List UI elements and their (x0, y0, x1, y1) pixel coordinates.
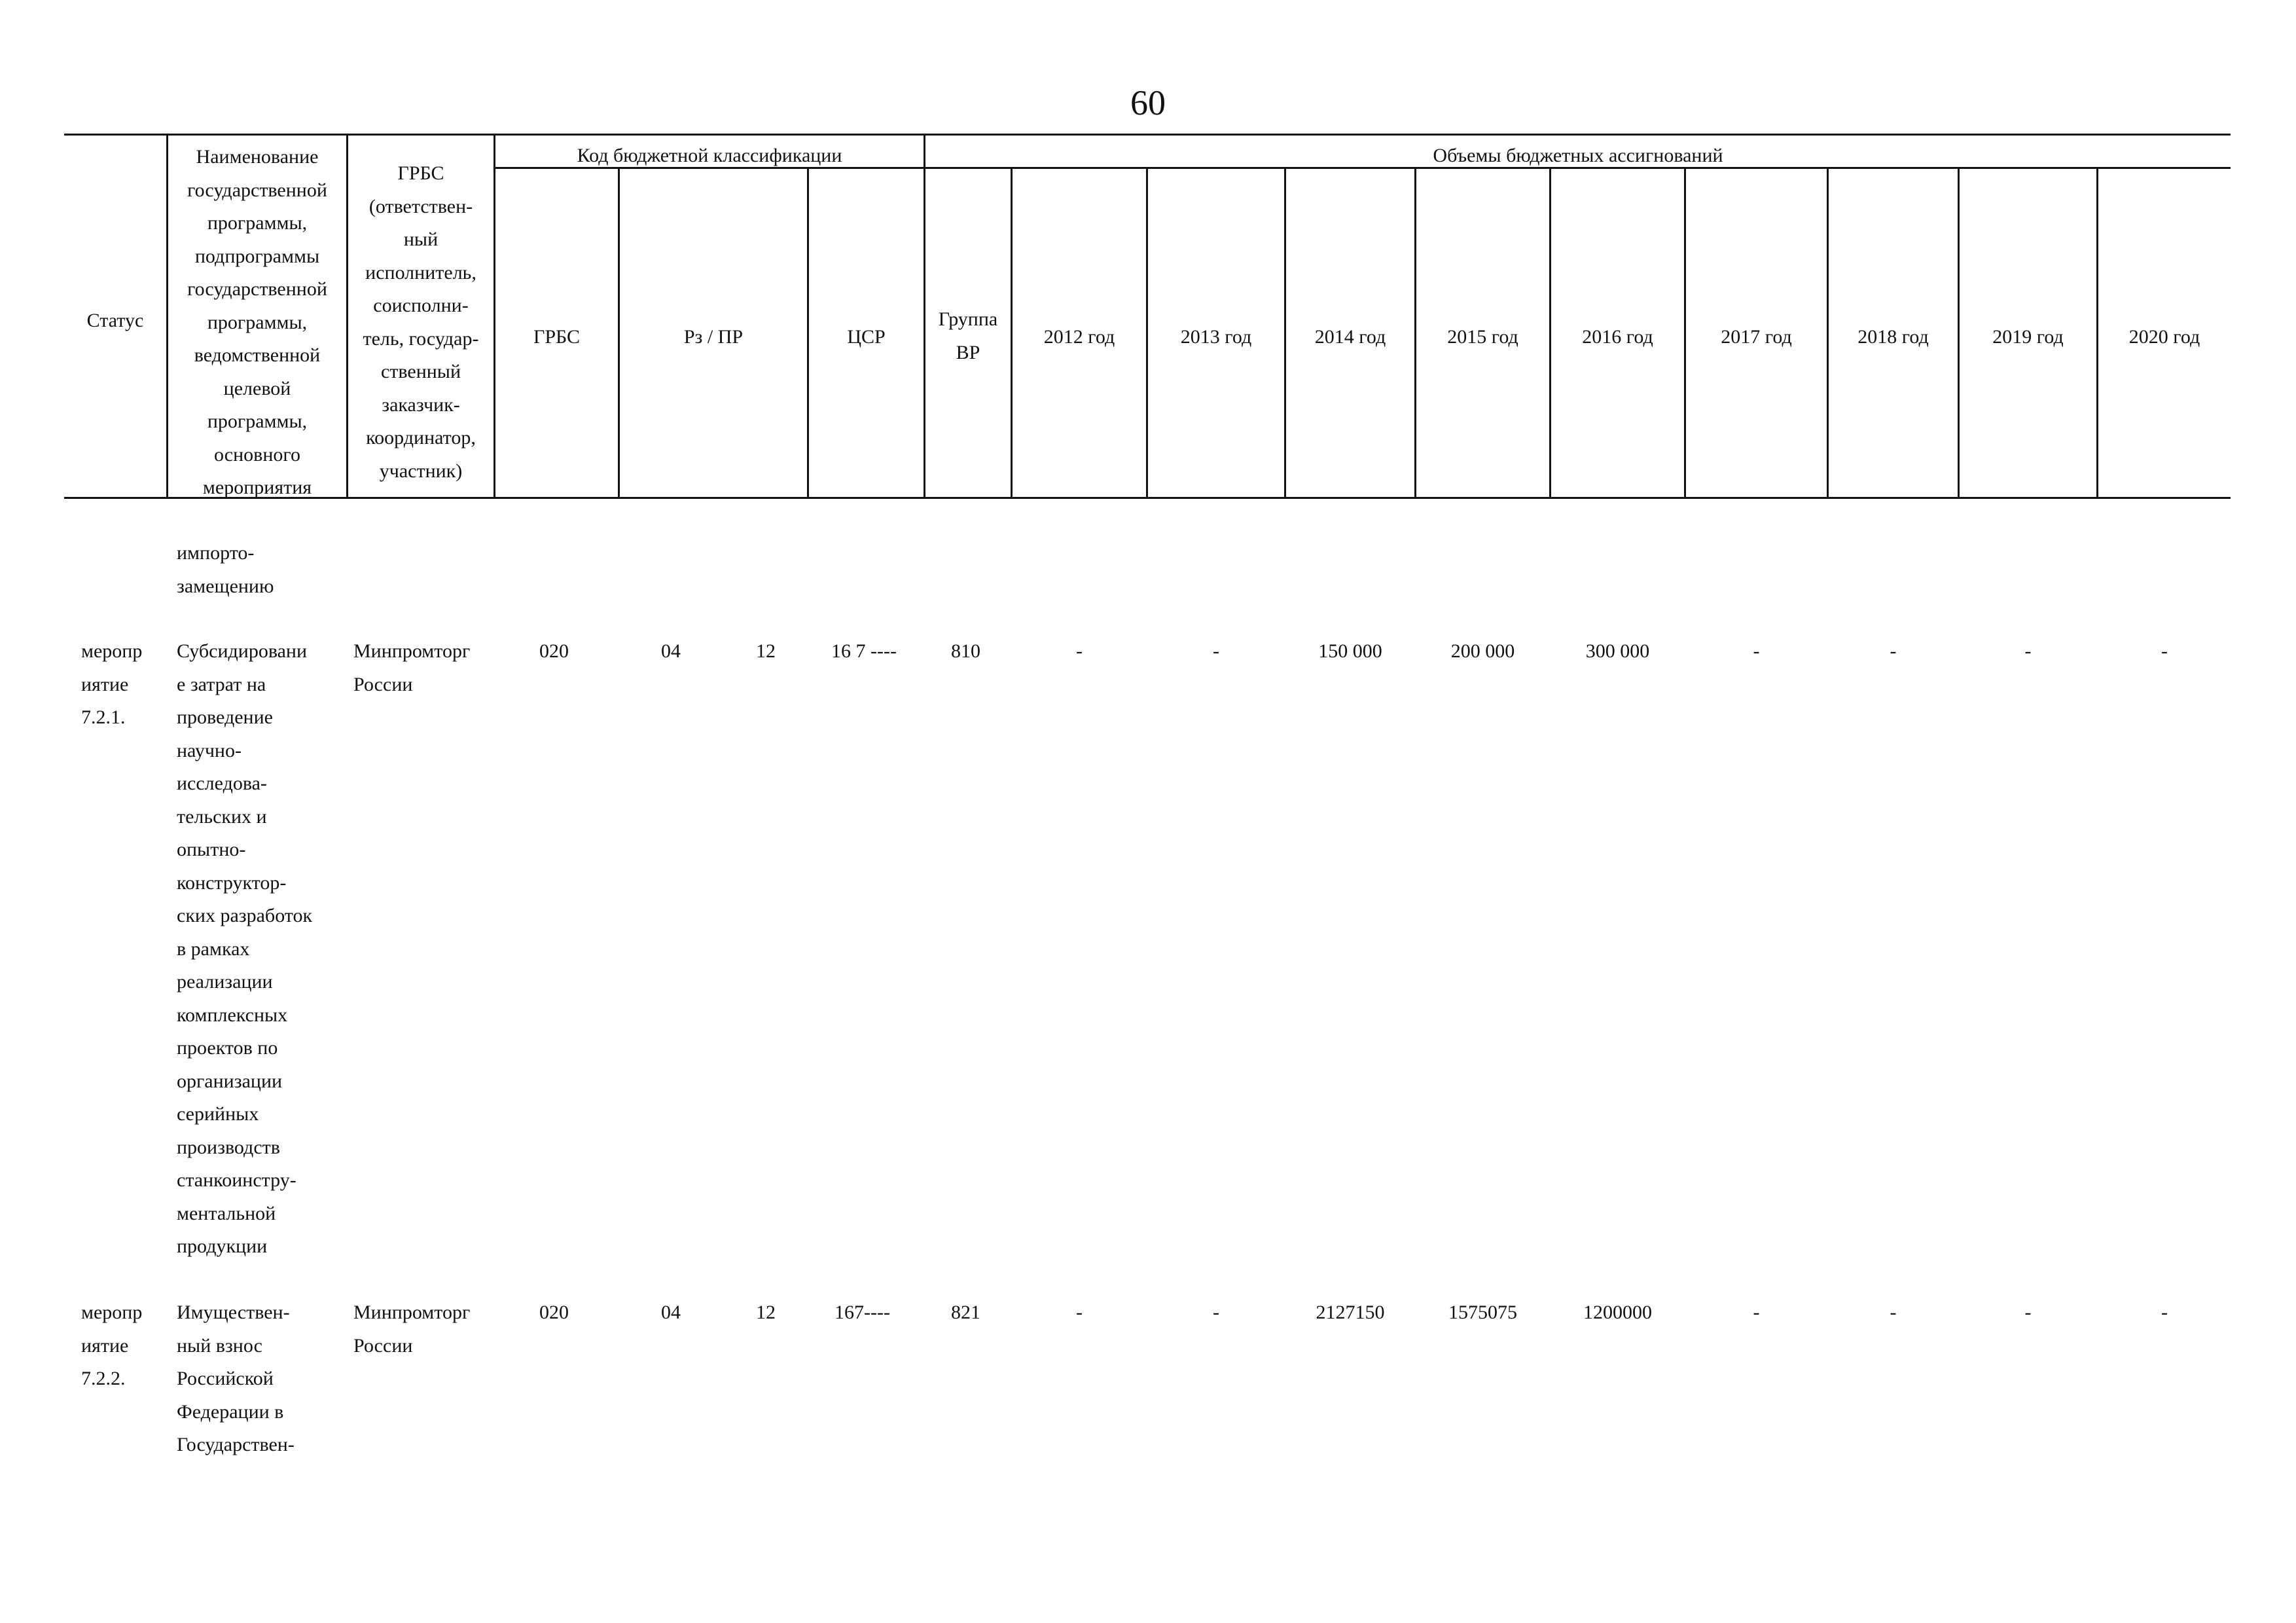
table-row-responsible: Минпромторг России (353, 1302, 471, 1357)
table-row-value-2019: - (2024, 640, 2032, 662)
table-row-status: меропр иятие 7.2.2. (81, 1302, 143, 1389)
table-row-value-2016: 1200000 (1583, 1302, 1652, 1323)
table-row-value-2013: - (1213, 640, 1219, 662)
table-row-value-2017: - (1753, 1302, 1760, 1323)
header-year-2013: 2013 год (1180, 326, 1252, 348)
table-row-name: Имуществен- ный взнос Российской Федерации в Государствен- (177, 1302, 295, 1455)
table-row-pr: 12 (756, 640, 776, 662)
header-csr: ЦСР (847, 326, 886, 348)
table-row-rz: 04 (661, 640, 681, 662)
header-name: Наименование государственной программы, подпрограммы государственной программы, ведомственной целевой программы, основного мероприятия (187, 146, 327, 498)
table-row-value-2015: 200 000 (1450, 640, 1515, 662)
table-row-value-2012: - (1076, 640, 1083, 662)
header-status: Статус (86, 310, 144, 331)
header-year-2014: 2014 год (1314, 326, 1386, 348)
table-row-csr: 167---- (834, 1302, 890, 1323)
header-grbs: ГРБС (533, 326, 581, 348)
table-row-value-2013: - (1213, 1302, 1219, 1323)
header-divider (493, 134, 495, 498)
header-year-2012: 2012 год (1043, 326, 1115, 348)
table-row-responsible: Минпромторг России (353, 640, 471, 695)
header-year-2016: 2016 год (1582, 326, 1653, 348)
table-row-rz: 04 (661, 1302, 681, 1323)
table-row-name: Субсидировани е затрат на проведение научно- исследова- тельских и опытно- конструктор- ских разработок в рамках реализации комплексных проектов по организации серийных производств станкоинстру- ментальной продукции (177, 640, 313, 1257)
header-group-vr: Группа ВР (938, 308, 998, 363)
header-year-2017: 2017 год (1721, 326, 1792, 348)
table-row-value-2015: 1575075 (1448, 1302, 1517, 1323)
table-row-value-2020: - (2161, 640, 2168, 662)
header-year-2019: 2019 год (1992, 326, 2064, 348)
table-row-vr: 821 (951, 1302, 980, 1323)
header-rz-pr: Рз / ПР (683, 326, 744, 348)
table-row-value-2012: - (1076, 1302, 1083, 1323)
header-volumes-group: Объемы бюджетных ассигнований (1433, 145, 1723, 166)
header-budget-code-group: Код бюджетной классификации (577, 145, 842, 166)
table-row-vr: 810 (951, 640, 980, 662)
table-row-value-2019: - (2024, 1302, 2032, 1323)
table-row-grbs: 020 (539, 1302, 569, 1323)
table-row-value-2018: - (1890, 640, 1897, 662)
table-row-value-2018: - (1890, 1302, 1897, 1323)
table-row-csr: 16 7 ---- (831, 640, 897, 662)
continuation-name: импорто- замещению (177, 542, 274, 597)
table-row-grbs: 020 (539, 640, 569, 662)
header-top-rule (64, 134, 2231, 136)
header-year-2020: 2020 год (2128, 326, 2200, 348)
table-row-value-2020: - (2161, 1302, 2168, 1323)
table-row-value-2014: 150 000 (1318, 640, 1382, 662)
table-row-pr: 12 (756, 1302, 776, 1323)
header-year-2018: 2018 год (1857, 326, 1929, 348)
table-row-status: меропр иятие 7.2.1. (81, 640, 143, 728)
header-year-2015: 2015 год (1447, 326, 1518, 348)
header-responsible: ГРБС (ответствен- ный исполнитель, соисполни- тель, государ- ственный заказчик- координатор, участник) (363, 162, 479, 482)
table-row-value-2014: 2127150 (1316, 1302, 1385, 1323)
page-number: 60 (1130, 83, 1166, 122)
table-row-value-2017: - (1753, 640, 1760, 662)
table-row-value-2016: 300 000 (1585, 640, 1650, 662)
